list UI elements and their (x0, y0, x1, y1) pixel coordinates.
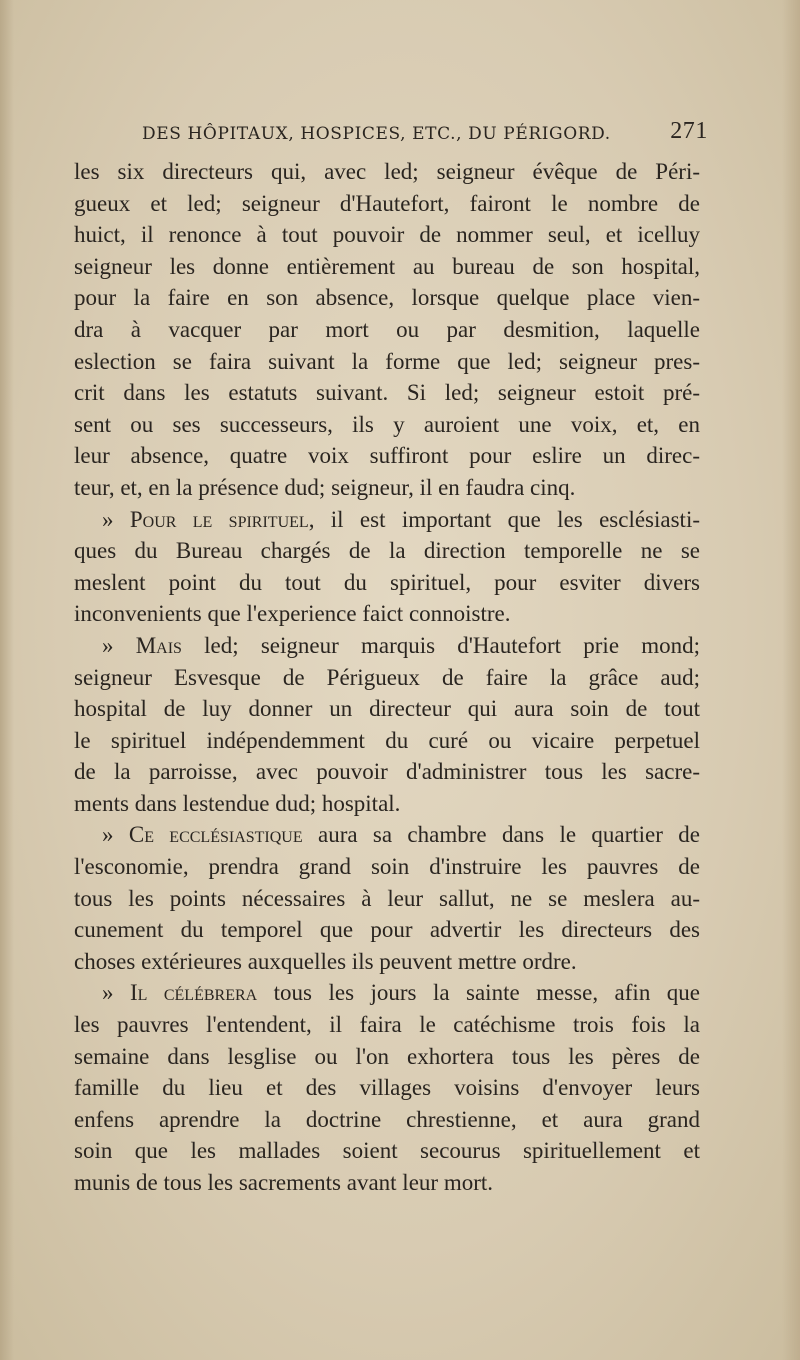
text-line (74, 883, 700, 915)
text-line (74, 1009, 700, 1041)
line-text: aura sa chambre dans le quartier de (302, 822, 700, 848)
line-text: huict, il renonce à tout pouvoir de nommer seul, et icelluy (74, 222, 700, 248)
body-text (74, 156, 700, 1199)
text-line (74, 440, 700, 472)
page-edge-shadow-right (782, 0, 800, 1360)
text-line (74, 156, 700, 188)
line-text: munis de tous les sacrements avant leur mort. (74, 1170, 494, 1195)
text-line (74, 598, 700, 630)
line-text: dra à vacquer par mort ou par desmition, laquelle (74, 316, 700, 342)
line-text: meslent point du tout du spirituel, pour esviter divers (74, 569, 700, 595)
line-text: le spirituel indépendemment du curé ou vicaire perpetuel (74, 727, 700, 753)
line-text: crit dans les estatuts suivant. Si led; seigneur estoit pré- (74, 380, 700, 406)
paragraph-first-line (74, 504, 700, 536)
running-head-title: DES HÔPITAUX, HOSPICES, ETC., DU PÉRIGORD. (142, 124, 611, 144)
text-line (74, 851, 700, 883)
paragraph-first-line (74, 630, 700, 662)
line-text: , il est important que les esclésiasti- (308, 506, 700, 532)
text-line (74, 219, 700, 251)
paragraph-lead-smallcaps: » Mais (102, 632, 182, 658)
line-text: hospital de luy donner un directeur qui aura soin de tout (74, 696, 700, 722)
line-text: l'esconomie, prendra grand soin d'instruire les pauvres de (74, 854, 700, 880)
text-line (74, 1167, 700, 1199)
line-text: inconvenients que l'experience faict connoistre. (74, 601, 511, 627)
line-text: choses extérieures auxquelles ils peuvent mettre ordre. (74, 948, 577, 974)
text-line (74, 472, 700, 504)
text-line (74, 1041, 700, 1073)
running-head (112, 118, 710, 152)
text-line (74, 567, 700, 599)
text-line (74, 725, 700, 757)
text-line (74, 756, 700, 788)
line-text: les six directeurs qui, avec led; seigneur évêque de Péri- (74, 159, 700, 184)
text-line (74, 535, 700, 567)
line-text: leur absence, quatre voix suffiront pour eslire un direc- (74, 443, 700, 469)
line-text: les pauvres l'entendent, il faira le catéchisme trois fois la (74, 1012, 700, 1038)
text-line (74, 946, 700, 978)
paragraph-first-line (74, 977, 700, 1009)
page-number: 271 (670, 118, 708, 144)
text-line (74, 693, 700, 725)
page-edge-shadow-left (0, 0, 14, 1360)
line-text: de la parroisse, avec pouvoir d'administrer tous les sacre- (74, 759, 700, 785)
text-line (74, 377, 700, 409)
text-line (74, 914, 700, 946)
text-line (74, 788, 700, 820)
paragraph-lead-smallcaps: » Pour le spirituel (102, 506, 309, 532)
line-text: semaine dans lesglise ou l'on exhortera tous les pères de (74, 1043, 700, 1069)
line-text: eslection se faira suivant la forme que led; seigneur pres- (74, 348, 700, 374)
text-line (74, 1135, 700, 1167)
line-text: soin que les mallades soient secourus spirituellement et (74, 1138, 700, 1164)
line-text: tous les jours la sainte messe, afin que (257, 980, 700, 1006)
line-text: led; seigneur marquis d'Hautefort prie mond; (181, 632, 701, 658)
text-line (74, 314, 700, 346)
line-text: tous les points nécessaires à leur sallut, ne se meslera au- (74, 885, 700, 911)
paragraph-first-line (74, 819, 700, 851)
line-text: gueux et led; seigneur d'Hautefort, fairont le nombre de (74, 190, 700, 216)
text-line (74, 346, 700, 378)
text-line (74, 662, 700, 694)
line-text: pour la faire en son absence, lorsque quelque place vien- (74, 285, 700, 311)
line-text: ques du Bureau chargés de la direction temporelle ne se (74, 538, 700, 564)
line-text: teur, et, en la présence dud; seigneur, il en faudra cinq. (74, 474, 576, 500)
line-text: ments dans lestendue dud; hospital. (74, 790, 401, 816)
line-text: enfens aprendre la doctrine chrestienne, et aura grand (74, 1106, 700, 1132)
text-line (74, 251, 700, 283)
line-text: seigneur les donne entièrement au bureau de son hospital, (74, 253, 700, 279)
text-line (74, 1072, 700, 1104)
text-line (74, 1104, 700, 1136)
line-text: cunement du temporel que pour advertir les directeurs des (74, 917, 700, 943)
line-text: seigneur Esvesque de Périgueux de faire la grâce aud; (74, 664, 700, 690)
paragraph-lead-smallcaps: » Ce ecclésiastique (102, 822, 303, 848)
line-text: famille du lieu et des villages voisins d'envoyer leurs (74, 1075, 700, 1101)
text-line (74, 409, 700, 441)
text-line (74, 282, 700, 314)
line-text: sent ou ses successeurs, ils y auroient une voix, et, en (74, 411, 700, 437)
paragraph-lead-smallcaps: » Il célébrera (102, 980, 258, 1006)
text-line (74, 188, 700, 220)
